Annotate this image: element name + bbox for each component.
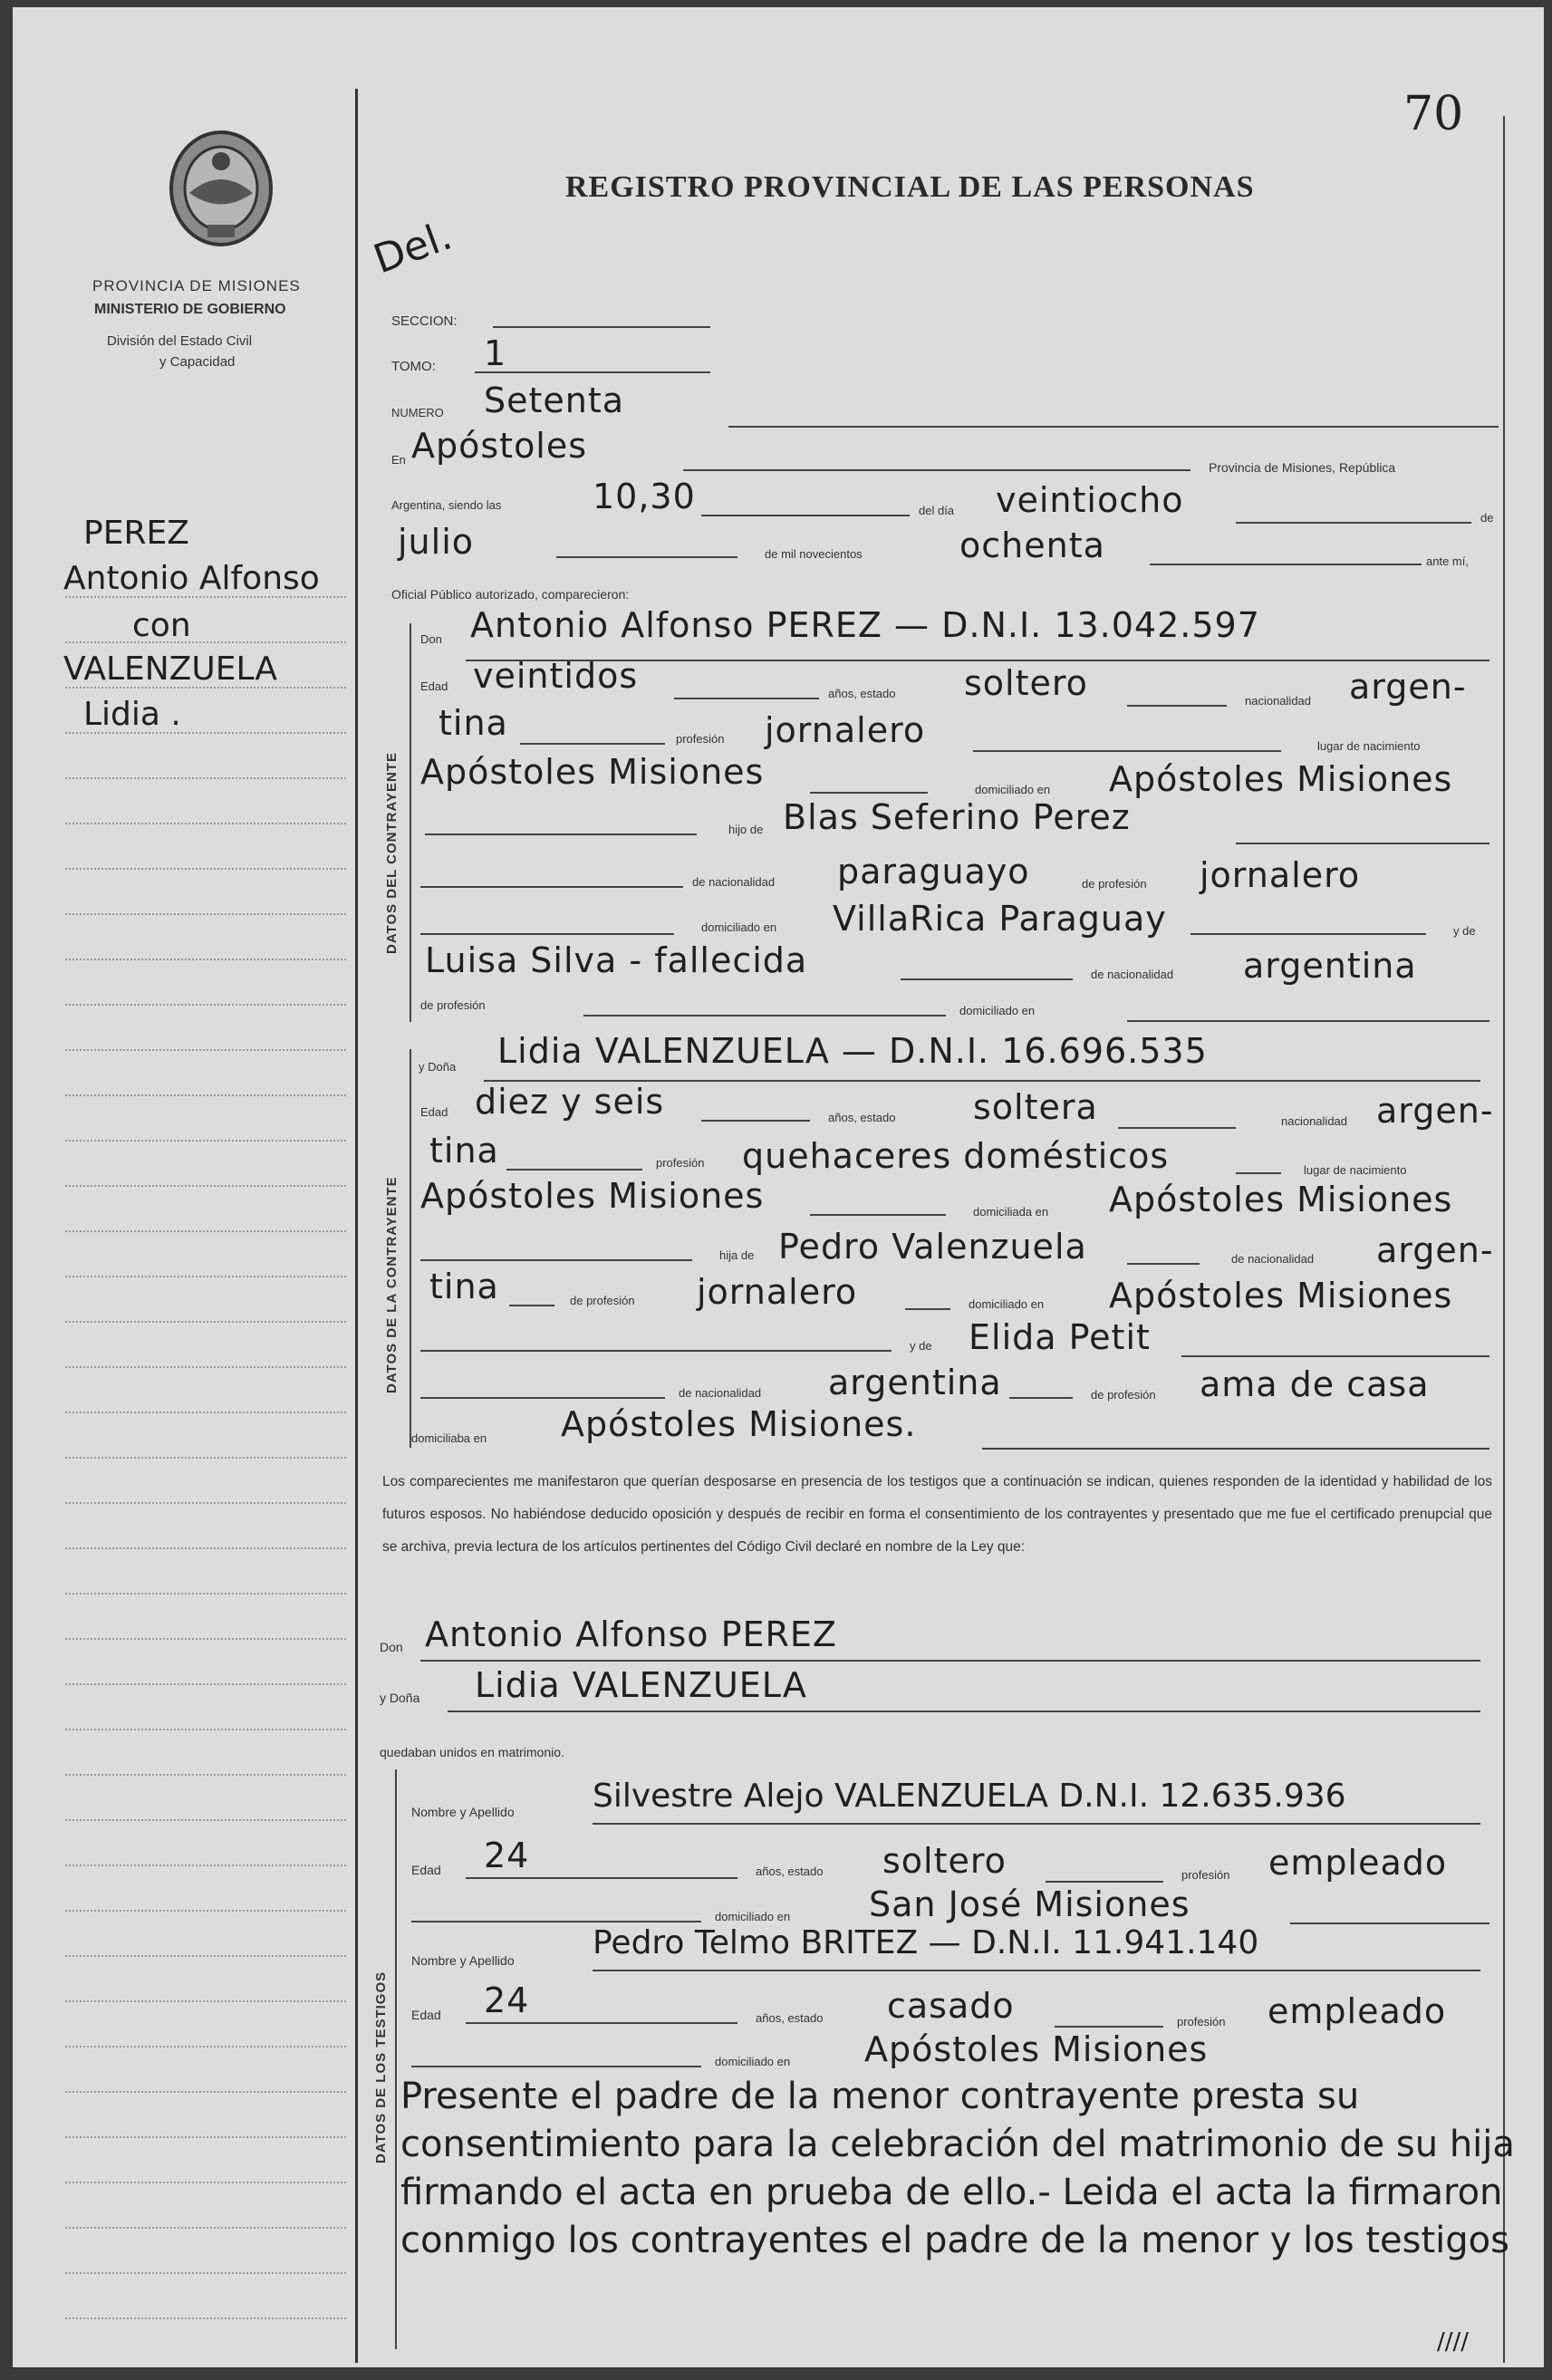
witness2-domicilio: Apóstoles Misiones [864,2029,1209,2069]
dona-label: y Doña [419,1060,457,1074]
bride-mother-prof-label: de profesión [1091,1388,1156,1402]
groom-mother-prof-label: de profesión [420,998,486,1012]
groom-nacionalidad-cont: tina [439,703,508,743]
bride-mother-nacionalidad: argentina [828,1363,1002,1402]
bride-profesion-label: profesión [656,1156,705,1170]
groom-father-nacionalidad: paraguayo [837,852,1030,891]
groom-mother-nacionalidad: argentina [1243,946,1417,986]
groom-edad-label: Edad [420,679,448,693]
margin-note-line-3: con [132,607,191,644]
groom-y-de-label: y de [1453,924,1476,938]
witness2-estado: casado [887,1986,1015,2026]
w1-domicilio-label: domiciliado en [715,1910,791,1923]
bride-domicilio-label: domiciliada en [973,1205,1049,1219]
w1-estado-label: años, estado [756,1864,824,1878]
mil-novecientos-label: de mil novecientos [765,547,863,561]
anio-value: ochenta [959,525,1105,565]
groom-domicilio-label: domiciliado en [975,783,1051,796]
groom-estado-label: años, estado [828,687,896,700]
bride-father-profesion: jornalero [697,1272,858,1312]
groom-nacionalidad: argen- [1349,667,1467,707]
bride-father-nac-label: de nacionalidad [1231,1252,1315,1266]
datos-contrayente-f-label: DATOS DE LA CONTRAYENTE [384,1176,400,1393]
margin-note-line-2: Antonio Alfonso [63,560,320,597]
witness1-name: Silvestre Alejo VALENZUELA D.N.I. 12.635.936 [593,1778,1346,1815]
witness2-name: Pedro Telmo BRITEZ — D.N.I. 11.941.140 [593,1924,1259,1961]
bride-mother-profesion: ama de casa [1200,1364,1430,1404]
tomo-value: 1 [484,333,507,373]
oficial-label: Oficial Público autorizado, comparecieron: [391,587,630,602]
witness1-domicilio: San José Misiones [869,1884,1191,1924]
witness2-profesion: empleado [1268,1991,1447,2031]
bride-name: Lidia VALENZUELA — D.N.I. 16.696.535 [497,1031,1208,1071]
don-label: Don [420,632,442,646]
quedaban-label: quedaban unidos en matrimonio. [380,1745,564,1759]
witness1-profesion: empleado [1268,1843,1448,1883]
numero-label: NUMERO [391,406,444,419]
bride-hija-label: hija de [719,1248,755,1262]
bride-father-domicilio: Apóstoles Misiones [1109,1276,1453,1315]
witness1-edad: 24 [484,1836,530,1875]
ministry-name: MINISTERIO DE GOBIERNO [94,302,286,317]
w1-edad-label: Edad [411,1863,441,1877]
w2-edad-label: Edad [411,2008,441,2022]
de-label: de [1480,511,1494,525]
registry-mark: Del. [367,212,458,284]
decl-don-label: Don [380,1640,403,1654]
groom-lugar-nacimiento: Apóstoles Misiones [420,752,765,792]
registry-title: REGISTRO PROVINCIAL DE LAS PERSONAS [565,170,1255,204]
groom-edad: veintidos [473,656,639,696]
tomo-label: TOMO: [391,359,436,374]
lugar-value: Apóstoles [411,426,588,466]
margin-note-line-5: Lidia . [83,696,181,733]
w2-domicilio-label: domiciliado en [715,2055,791,2068]
w2-profesion-label: profesión [1177,2015,1226,2028]
groom-mother-dom-label: domiciliado en [959,1004,1036,1017]
groom-profesion: jornalero [765,710,926,750]
bride-father-dom-label: domiciliado en [969,1297,1045,1311]
w1-name-label: Nombre y Apellido [411,1805,515,1819]
bride-father-nacionalidad-cont: tina [429,1267,499,1306]
datos-testigos-label: DATOS DE LOS TESTIGOS [373,1970,389,2163]
witness2-edad: 24 [484,1980,530,2020]
dia-label: del día [919,504,955,517]
groom-father-name: Blas Seferino Perez [783,797,1131,837]
argentina-label: Argentina, siendo las [391,498,502,512]
decl-bride-name: Lidia VALENZUELA [475,1665,807,1705]
registry-page [13,7,1544,2367]
groom-father-dom-label: domiciliado en [701,920,777,934]
bride-nacionalidad-label: nacionalidad [1281,1114,1348,1128]
division-name: División del Estado Civil [107,333,253,349]
mes-value: julio [398,522,475,562]
ante-mi-label: ante mí, [1426,554,1469,568]
bride-mother-dom-label: domiciliaba en [411,1431,487,1445]
provincial-seal [162,125,280,261]
w1-profesion-label: profesión [1181,1868,1230,1882]
bride-lugar-nacimiento: Apóstoles Misiones [420,1176,765,1216]
page-number: 70 [1403,87,1464,141]
bride-father-prof-label: de profesión [570,1294,635,1307]
bride-edad-label: Edad [420,1105,448,1119]
groom-name: Antonio Alfonso PEREZ — D.N.I. 13.042.597 [470,605,1260,645]
bride-estado-label: años, estado [828,1111,896,1124]
margin-note-line-4: VALENZUELA [63,650,277,688]
groom-estado: soltero [964,663,1088,703]
witness1-estado: soltero [882,1841,1007,1881]
bride-father-nacionalidad: argen- [1376,1230,1494,1270]
bride-mother-name: Elida Petit [969,1317,1151,1357]
bride-lugar-label: lugar de nacimiento [1304,1163,1407,1177]
bride-edad: diez y seis [475,1082,665,1122]
bride-mother-nac-label: de nacionalidad [679,1386,762,1400]
bride-domicilio: Apóstoles Misiones [1109,1180,1453,1219]
bride-father-name: Pedro Valenzuela [778,1227,1087,1267]
bride-y-de-label: y de [910,1339,932,1353]
groom-nacionalidad-label: nacionalidad [1245,694,1312,708]
groom-domicilio: Apóstoles Misiones [1109,759,1453,799]
division-name-2: y Capacidad [159,354,236,370]
bride-nacionalidad: argen- [1376,1091,1494,1131]
margin-note-line-1: PEREZ [83,515,189,552]
groom-father-prof-label: de profesión [1082,877,1147,891]
declaration-text: Los comparecientes me manifestaron que querían desposarse en presencia de los testigos que a continuación se indican, quienes responden de la identidad y habilidad de los futuros esposos. No habiéndose deducido oposición y después de recibir en forma el consentimiento de los contrayentes y presentado que me fue el certificado prenupcial que se archiva, previa lectura de los artículos pertinentes del Código Civil declaré en nombre de la Ley que: [382,1474,1492,1555]
bride-mother-domicilio: Apóstoles Misiones. [561,1404,917,1444]
bride-profesion: quehaceres domésticos [742,1136,1170,1176]
groom-father-nac-label: de nacionalidad [692,875,776,889]
groom-lugar-label: lugar de nacimiento [1317,739,1421,753]
decl-groom-name: Antonio Alfonso PEREZ [425,1614,837,1654]
groom-mother-name: Luisa Silva - fallecida [425,940,808,980]
provincia-label: Provincia de Misiones, República [1209,460,1396,475]
handwritten-note: Presente el padre de la menor contrayente presta su consentimiento para la celebración del matrimonio de su hija firmando el acta en prueba de ello.- Leida el acta la firmaron conmigo los contrayentes el padre de la menor y los testigos [400,2076,1515,2261]
left-margin-line [355,89,358,2363]
decl-dona-label: y Doña [380,1691,420,1705]
closing-marks: //// [1437,2328,1470,2356]
w2-estado-label: años, estado [756,2011,824,2025]
right-margin-line [1503,116,1505,2363]
groom-father-domicilio: VillaRica Paraguay [833,899,1167,939]
bride-estado: soltera [973,1087,1098,1127]
en-label: En [391,453,406,467]
hora-value: 10,30 [593,477,696,516]
province-name: PROVINCIA DE MISIONES [92,277,301,294]
seccion-label: SECCION: [391,313,458,329]
numero-value: Setenta [484,381,625,420]
dia-value: veintiocho [996,480,1184,520]
bride-nacionalidad-cont: tina [429,1131,499,1171]
groom-father-profesion: jornalero [1200,855,1361,895]
w2-name-label: Nombre y Apellido [411,1953,515,1968]
groom-mother-nac-label: de nacionalidad [1091,968,1174,981]
groom-profesion-label: profesión [676,732,725,746]
datos-contrayente-label: DATOS DEL CONTRAYENTE [384,752,400,954]
groom-hijo-label: hijo de [728,823,764,836]
